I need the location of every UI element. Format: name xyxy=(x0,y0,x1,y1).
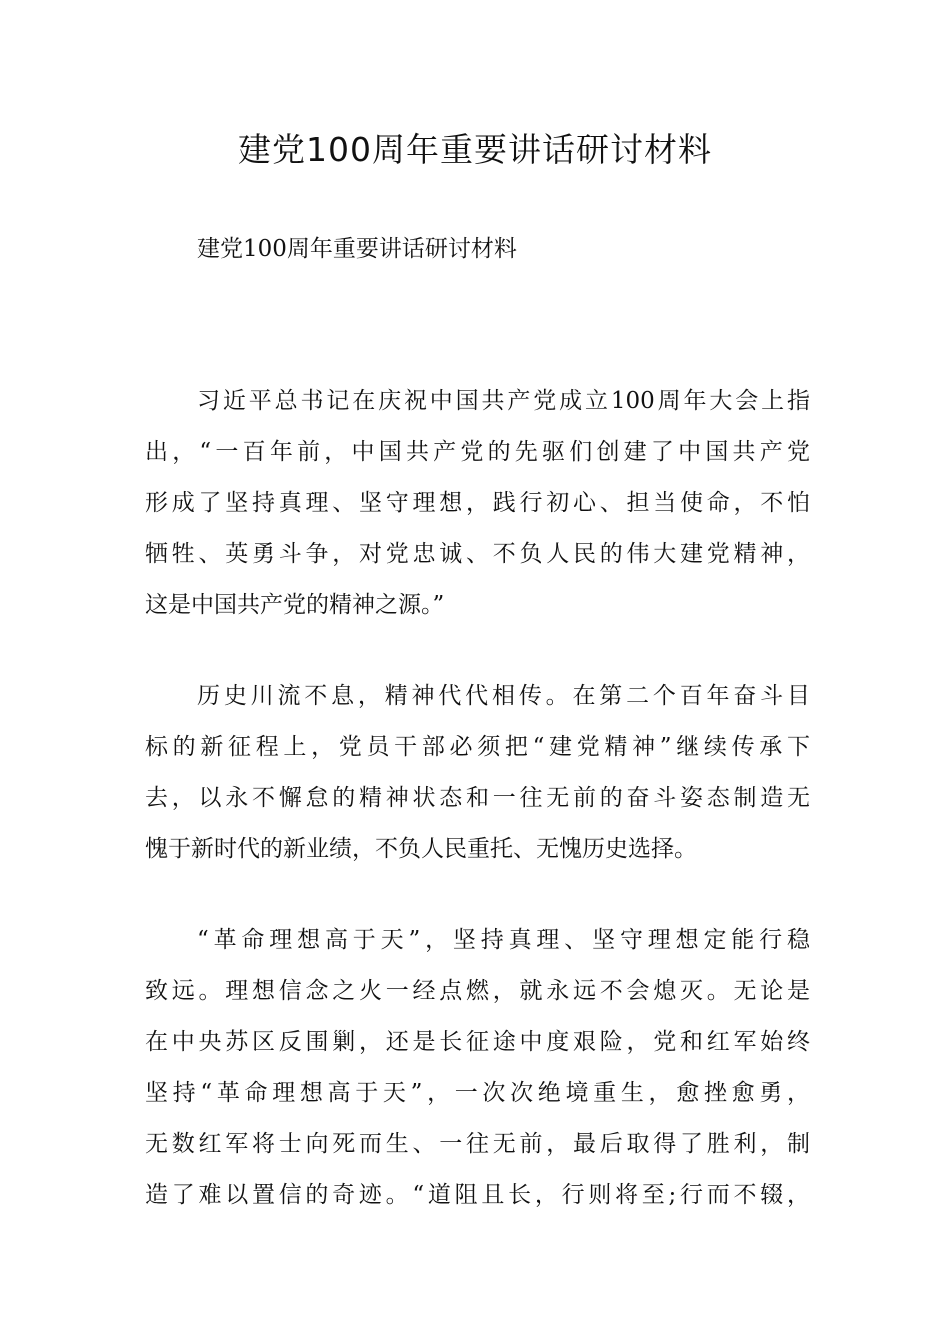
paragraph-line: 去，以永不懈怠的精神状态和一往无前的奋斗姿态制造无 xyxy=(145,785,810,811)
paragraph-line: 无数红军将士向死而生、一往无前，最后取得了胜利，制 xyxy=(145,1131,810,1157)
paragraph-line: 造了难以置信的奇迹。“道阻且长，行则将至;行而不辍， xyxy=(145,1182,810,1208)
paragraph-line: 历史川流不息，精神代代相传。在第二个百年奋斗目 xyxy=(197,683,810,709)
paragraph-line: 形成了坚持真理、坚守理想，践行初心、担当使命，不怕 xyxy=(145,490,810,516)
document-title: 建党100周年重要讲话研讨材料 xyxy=(238,130,712,169)
paragraph-1 xyxy=(145,376,810,631)
document-subtitle: 建党100周年重要讲话研讨材料 xyxy=(197,236,517,262)
paragraph-3 xyxy=(145,915,810,1221)
paragraph-line: 坚持“革命理想高于天”，一次次绝境重生，愈挫愈勇， xyxy=(145,1080,810,1106)
paragraph-line: 标的新征程上，党员干部必须把“建党精神”继续传承下 xyxy=(145,734,810,760)
paragraph-line: 愧于新时代的新业绩，不负人民重托、无愧历史选择。 xyxy=(145,836,697,862)
paragraph-line: 出，“一百年前，中国共产党的先驱们创建了中国共产党 xyxy=(145,439,810,465)
paragraph-line: 这是中国共产党的精神之源。” xyxy=(145,592,445,618)
paragraph-line: 致远。理想信念之火一经点燃，就永远不会熄灭。无论是 xyxy=(145,978,810,1004)
paragraph-line: 习近平总书记在庆祝中国共产党成立100周年大会上指 xyxy=(197,388,810,414)
paragraph-line: “革命理想高于天”，坚持真理、坚守理想定能行稳 xyxy=(197,927,810,953)
paragraph-line: 牺牲、英勇斗争，对党忠诚、不负人民的伟大建党精神， xyxy=(145,541,810,567)
paragraph-line: 在中央苏区反围剿，还是长征途中度艰险，党和红军始终 xyxy=(145,1029,810,1055)
paragraph-2 xyxy=(145,671,810,875)
